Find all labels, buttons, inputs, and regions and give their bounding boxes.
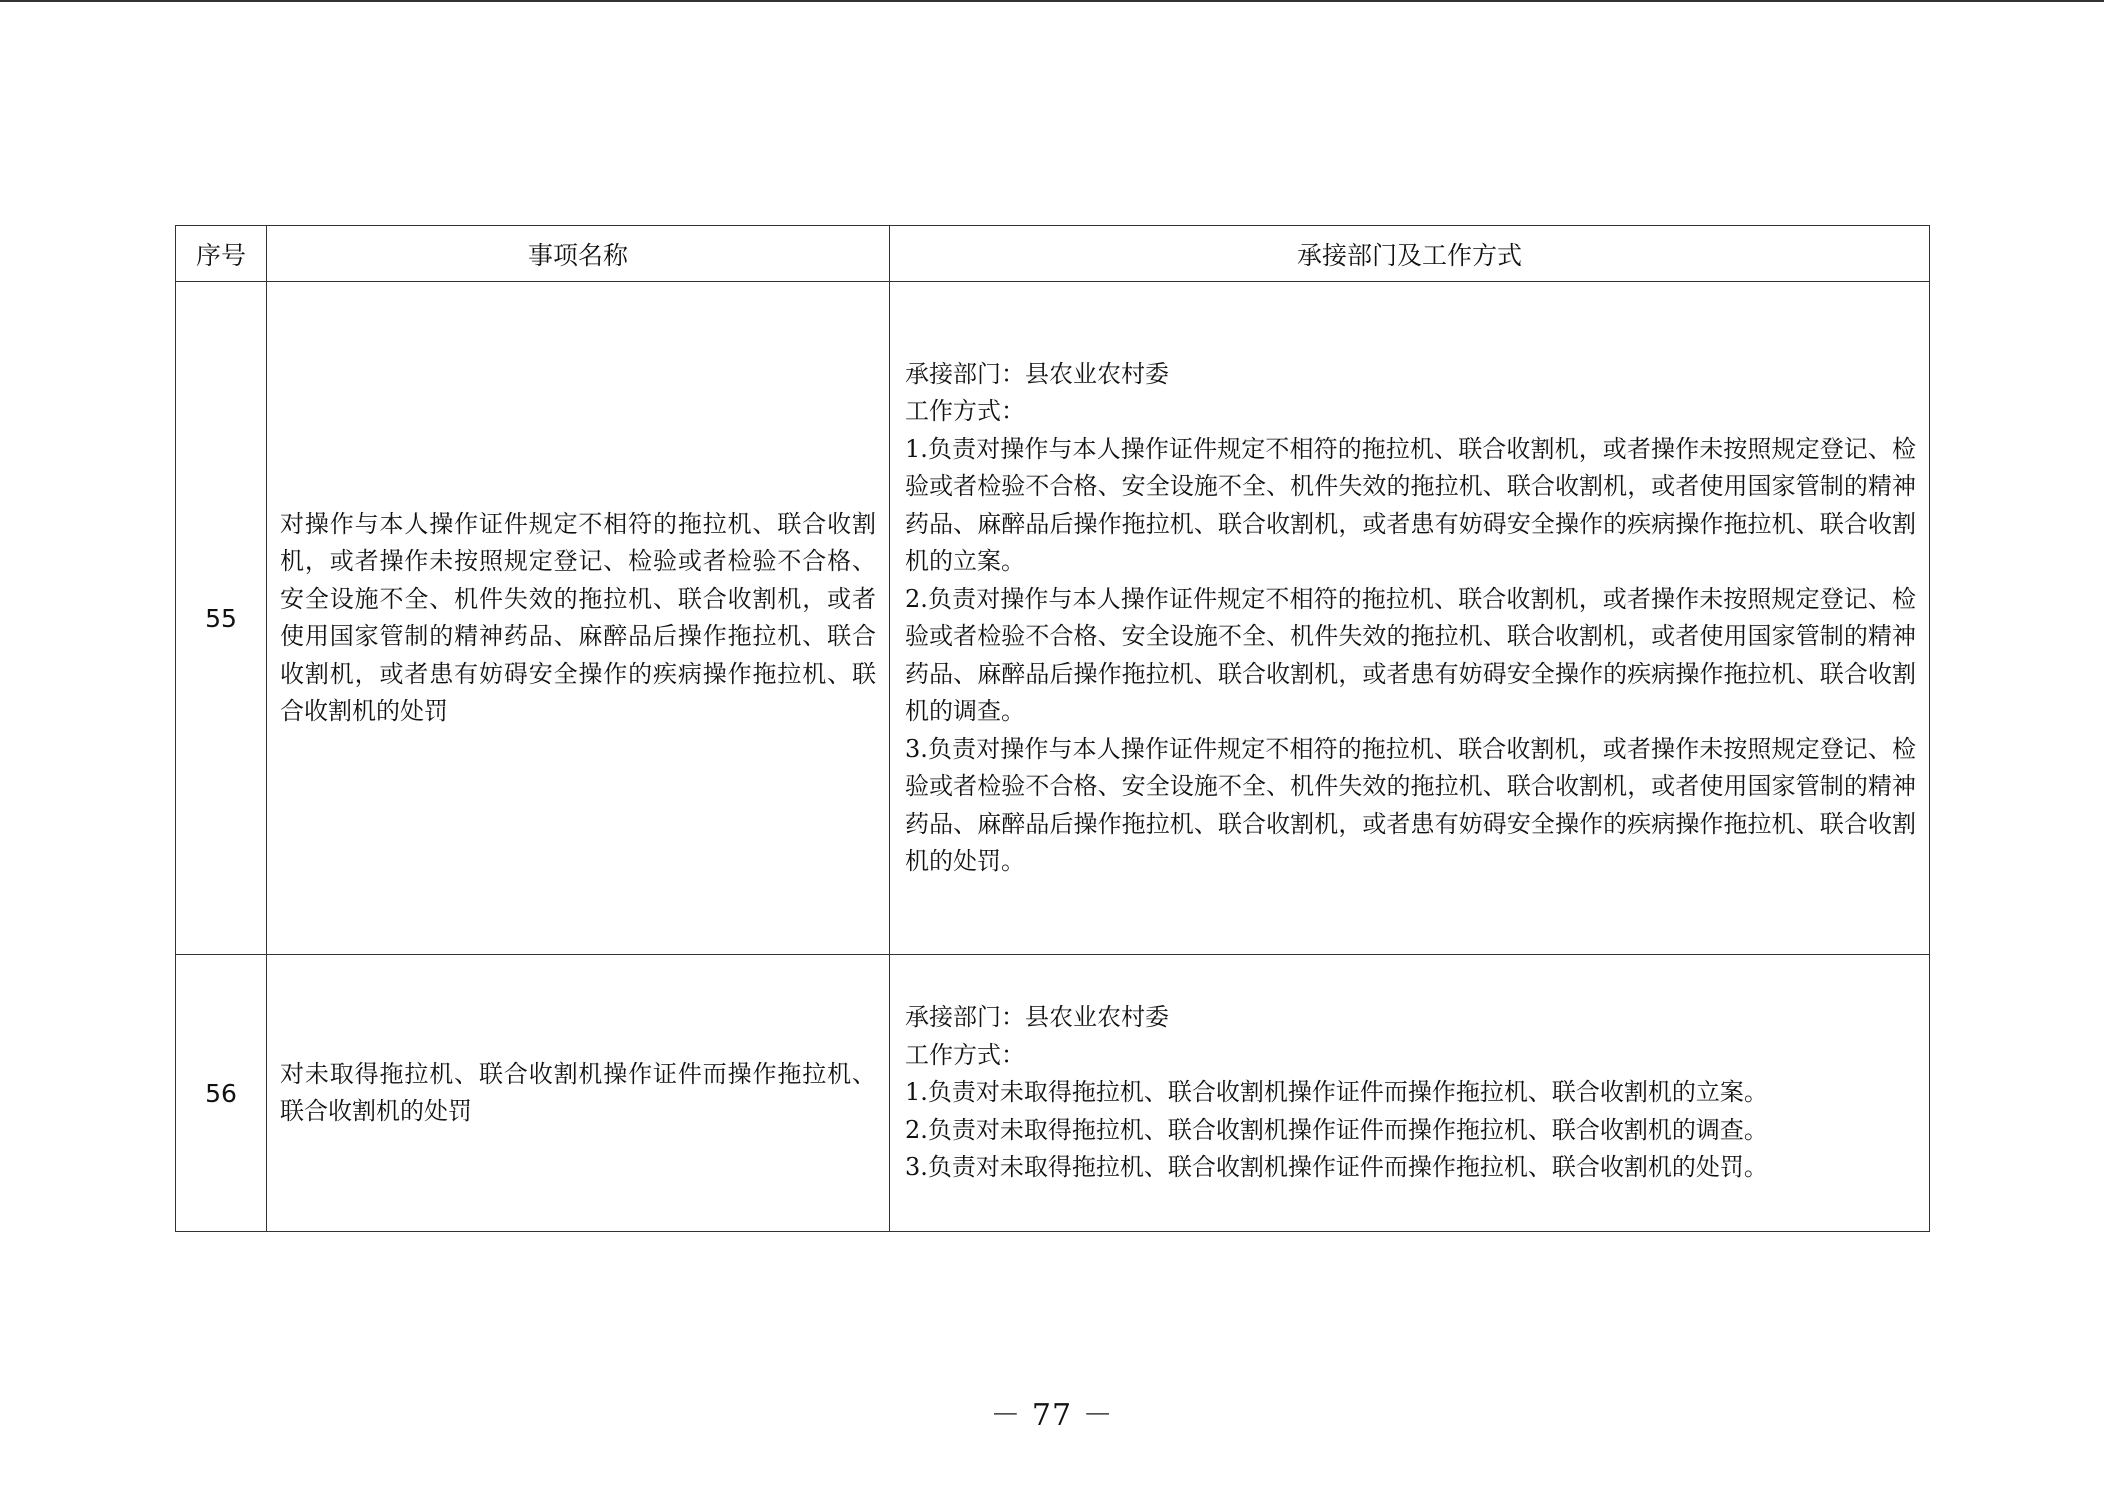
header-seq: 序号 [176,226,267,282]
table-row [176,282,1930,955]
table-row [176,955,1930,1232]
department-line: 承接部门：县农业农村委 [905,1003,1169,1032]
method-step: 3.负责对操作与本人操作证件规定不相符的拖拉机、联合收割机，或者操作未按照规定登记、检验或者检验不合格、安全设施不全、机件失效的拖拉机、联合收割机，或者使用国家管制的精神药品、麻醉品后操作拖拉机、联合收割机，或者患有妨碍安全操作的疾病操作拖拉机、联合收割机的处罚。 [905,734,1916,875]
matters-table [175,225,1930,1232]
row-item-name: 对操作与本人操作证件规定不相符的拖拉机、联合收割机，或者操作未按照规定登记、检验或者检验不合格、安全设施不全、机件失效的拖拉机、联合收割机，或者使用国家管制的精神药品、麻醉品后操作拖拉机、联合收割机，或者患有妨碍安全操作的疾病操作拖拉机、联合收割机的处罚 [267,282,890,955]
row-item-name: 对未取得拖拉机、联合收割机操作证件而操作拖拉机、联合收割机的处罚 [267,955,890,1232]
header-item-name: 事项名称 [267,226,890,282]
page-number: － 77 － [990,1398,1114,1433]
row-department-method [890,955,1930,1232]
row-seq-number: 55 [176,282,267,955]
header-department-method: 承接部门及工作方式 [890,226,1930,282]
table-header-row [176,226,1930,282]
top-border-line [0,0,2104,2]
method-label: 工作方式： [905,397,1025,425]
row-department-method [890,282,1930,955]
method-step: 1.负责对未取得拖拉机、联合收割机操作证件而操作拖拉机、联合收割机的立案。 [905,1078,1768,1107]
method-step: 2.负责对操作与本人操作证件规定不相符的拖拉机、联合收割机，或者操作未按照规定登记、检验或者检验不合格、安全设施不全、机件失效的拖拉机、联合收割机，或者使用国家管制的精神药品、麻醉品后操作拖拉机、联合收割机，或者患有妨碍安全操作的疾病操作拖拉机、联合收割机的调查。 [905,584,1916,725]
method-label: 工作方式： [905,1040,1025,1069]
department-line: 承接部门：县农业农村委 [905,359,1169,388]
row-seq-number: 56 [176,955,267,1232]
method-step: 3.负责对未取得拖拉机、联合收割机操作证件而操作拖拉机、联合收割机的处罚。 [905,1153,1768,1182]
method-step: 1.负责对操作与本人操作证件规定不相符的拖拉机、联合收割机，或者操作未按照规定登记、检验或者检验不合格、安全设施不全、机件失效的拖拉机、联合收割机，或者使用国家管制的精神药品、麻醉品后操作拖拉机、联合收割机，或者患有妨碍安全操作的疾病操作拖拉机、联合收割机的立案。 [905,434,1916,575]
method-step: 2.负责对未取得拖拉机、联合收割机操作证件而操作拖拉机、联合收割机的调查。 [905,1115,1768,1144]
